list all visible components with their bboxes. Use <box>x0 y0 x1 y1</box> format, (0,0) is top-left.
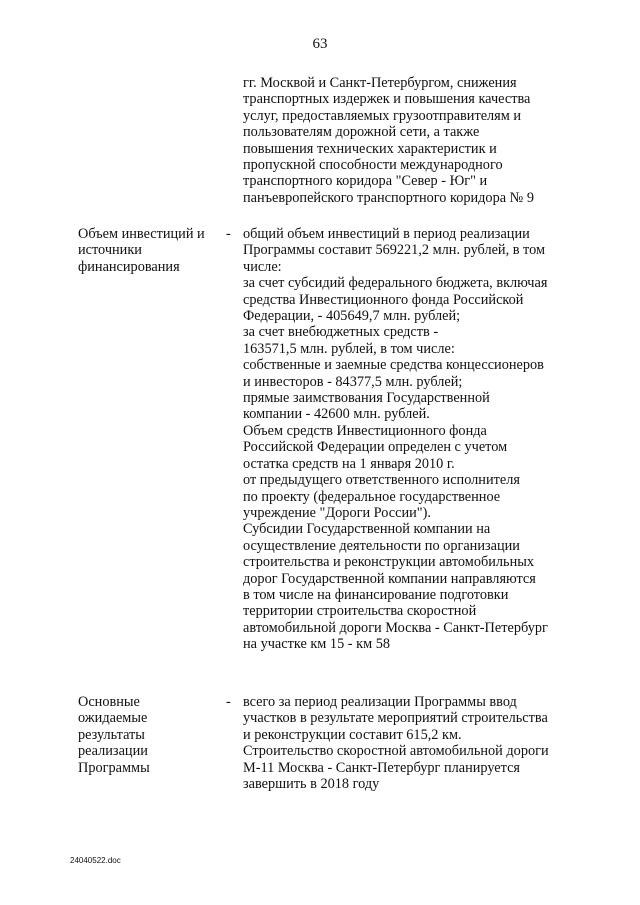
page-number: 63 <box>312 36 328 52</box>
text-line: Программы составит 569221,2 млн. рублей, в том <box>243 242 546 259</box>
text-line: территории строительства скоростной <box>243 603 477 620</box>
results-text <box>243 694 549 792</box>
text-line: Субсидии Государственной компании на <box>243 521 491 538</box>
text-line: за счет субсидий федерального бюджета, включая <box>243 275 548 292</box>
text-line: числе: <box>243 258 282 275</box>
text-line: за счет внебюджетных средств - <box>243 324 439 341</box>
text-line: компании - 42600 млн. рублей. <box>243 406 430 423</box>
text-line: Строительство скоростной автомобильной дороги <box>243 743 549 760</box>
label-line: финансирования <box>78 258 180 275</box>
text-line: осуществление деятельности по организации <box>243 537 520 554</box>
text-line: М-11 Москва - Санкт-Петербург планируется <box>243 759 521 776</box>
label-line: ожидаемые <box>78 710 148 727</box>
investment-label <box>78 226 205 275</box>
text-line: транспортных издержек и повышения качества <box>243 91 531 108</box>
text-line: панъевропейского транспортного коридора № 9 <box>243 189 534 206</box>
text-line: пользователям дорожной сети, а также <box>243 124 480 141</box>
text-line: завершить в 2018 году <box>243 776 380 793</box>
text-line: всего за период реализации Программы ввод <box>243 694 517 710</box>
text-line: автомобильной дороги Москва - Санкт-Петербург <box>243 619 548 636</box>
label-line: результаты <box>78 726 145 743</box>
text-line: услуг, предоставляемых грузоотправителям и <box>243 107 522 124</box>
text-line: учреждение "Дороги России"). <box>243 504 431 521</box>
text-line: Федерации, - 405649,7 млн. рублей; <box>243 308 461 325</box>
text-line: дорог Государственной компании направляются <box>243 570 536 587</box>
text-line: по проекту (федеральное государственное <box>243 488 501 505</box>
label-line: Программы <box>78 759 150 776</box>
investment-dash: - <box>226 226 231 242</box>
text-line: транспортного коридора "Север - Юг" и <box>243 173 488 190</box>
text-line: гг. Москвой и Санкт-Петербургом, снижения <box>243 75 517 91</box>
results-label <box>78 694 150 776</box>
text-line: на участке км 15 - км 58 <box>243 636 390 653</box>
text-line: остатка средств на 1 января 2010 г. <box>243 455 455 472</box>
text-line: и инвесторов - 84377,5 млн. рублей; <box>243 373 463 390</box>
text-line: собственные и заемные средства концессионеров <box>243 357 544 374</box>
text-line: от предыдущего ответственного исполнителя <box>243 472 520 489</box>
text-line: и реконструкции составит 615,2 км. <box>243 726 462 743</box>
text-line: в том числе на финансирование подготовки <box>243 586 509 603</box>
text-line: пропускной способности международного <box>243 157 503 174</box>
continuation-text <box>243 75 534 206</box>
text-line: средства Инвестиционного фонда Российской <box>243 291 524 308</box>
label-line: источники <box>78 242 142 259</box>
text-line: участков в результате мероприятий строительства <box>243 710 548 727</box>
text-line: 163571,5 млн. рублей, в том числе: <box>243 340 455 357</box>
text-line: повышения технических характеристик и <box>243 140 497 157</box>
text-line: Российской Федерации определен с учетом <box>243 439 508 456</box>
label-line: Объем инвестиций и <box>78 226 205 242</box>
text-line: Объем средств Инвестиционного фонда <box>243 422 487 439</box>
results-dash: - <box>226 694 231 710</box>
text-line: строительства и реконструкции автомобильных <box>243 554 534 571</box>
investment-text <box>243 226 548 653</box>
footer-filename: 24040522.doc <box>70 856 121 865</box>
label-line: реализации <box>78 743 148 760</box>
text-line: прямые заимствования Государственной <box>243 390 490 407</box>
text-line: общий объем инвестиций в период реализации <box>243 226 530 242</box>
label-line: Основные <box>78 694 140 710</box>
